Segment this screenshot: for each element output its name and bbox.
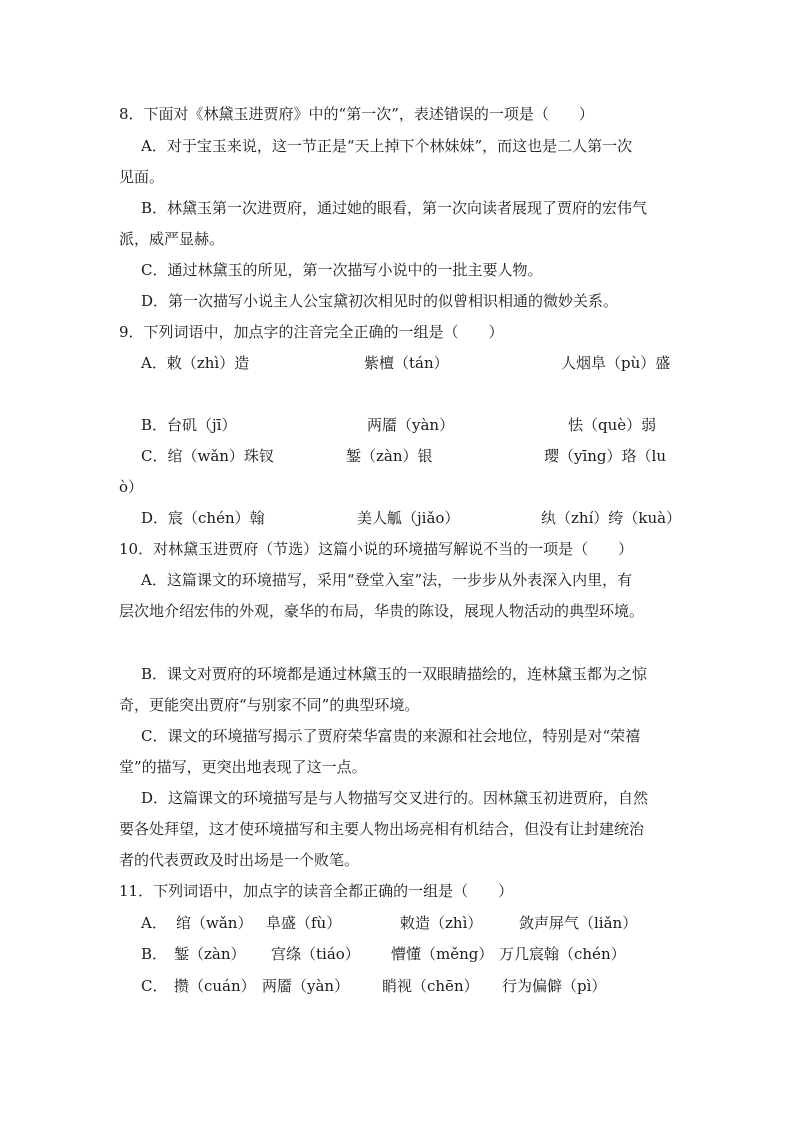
option-item: 懵懂（měng） xyxy=(391,945,494,963)
question-8-option-a: A．对于宝玉来说，这一节正是“天上掉下个林妹妹”，而这也是二人第一次 xyxy=(141,137,633,155)
option-item: A．敕（zhì）造 xyxy=(141,354,250,372)
question-8-option-a-cont: 见面。 xyxy=(119,168,165,186)
question-10-option-a: A．这篇课文的环境描写，采用“登堂入室”法，一步步从外表深入内里，有 xyxy=(141,571,633,589)
option-item: C．绾（wǎn）珠钗 xyxy=(141,447,274,465)
option-item: 美人觚（jiǎo） xyxy=(357,509,460,527)
question-10-option-d-cont: 者的代表贾政及时出场是一个败笔。 xyxy=(119,851,360,869)
question-10-option-b-cont: 奇，更能突出贾府“与别家不同”的典型环境。 xyxy=(119,696,420,714)
question-8-option-c: C．通过林黛玉的所见，第一次描写小说中的一批主要人物。 xyxy=(141,261,543,279)
option-item: 睄视（chēn） xyxy=(382,977,479,995)
option-item: 錾（zàn）银 xyxy=(346,447,433,465)
option-letter: C． xyxy=(141,977,168,995)
option-item: 纨（zhí）绔（kuà） xyxy=(541,509,682,527)
question-10-option-c-cont: 堂”的描写，更突出地表现了这一点。 xyxy=(119,758,367,776)
option-item: 紫檀（tán） xyxy=(364,354,449,372)
option-item: 两靥（yàn） xyxy=(367,416,455,434)
question-8-option-b: B．林黛玉第一次进贾府，通过她的眼看，第一次向读者展现了贾府的宏伟气 xyxy=(141,199,648,217)
option-item: 怯（què）弱 xyxy=(568,416,657,434)
question-8-stem: 8．下面对《林黛玉进贾府》中的“第一次”，表述错误的一项是（ ） xyxy=(119,105,594,123)
option-item: 行为偏僻（pì） xyxy=(502,977,607,995)
question-9-option-c-cont: ò） xyxy=(119,478,144,496)
question-10-option-d: D．这篇课文的环境描写是与人物描写交叉进行的。因林黛玉初进贾府，自然 xyxy=(141,789,649,807)
option-item: 敕造（zhì） xyxy=(400,914,483,932)
option-item: 攒（cuán） xyxy=(174,977,256,995)
option-item: 敛声屏气（liǎn） xyxy=(519,914,638,932)
option-item: 璎（yīng）珞（lu xyxy=(544,447,666,465)
option-item: 万几宸翰（chén） xyxy=(499,945,626,963)
option-item: 阜盛（fù） xyxy=(266,914,342,932)
option-item: B．台矶（jī） xyxy=(141,416,237,434)
option-letter: A． xyxy=(141,914,167,932)
question-10-option-c: C．课文的环境描写揭示了贾府荣华富贵的来源和社会地位，特别是对“荣禧 xyxy=(141,727,641,745)
question-11-stem: 11．下列词语中，加点字的读音全都正确的一组是（ ） xyxy=(119,882,514,900)
question-9-stem: 9．下列词语中，加点字的注音完全正确的一组是（ ） xyxy=(119,323,504,341)
option-letter: B． xyxy=(141,945,168,963)
option-item: 人烟阜（pù）盛 xyxy=(561,354,671,372)
question-10-option-b: B．课文对贾府的环境都是通过林黛玉的一双眼睛描绘的，连林黛玉都为之惊 xyxy=(141,665,648,683)
option-item: 绾（wǎn） xyxy=(176,914,253,932)
option-item: 錾（zàn） xyxy=(174,945,246,963)
option-item: D．宸（chén）翰 xyxy=(141,509,265,527)
option-item: 宫绦（tiáo） xyxy=(271,945,360,963)
question-10-option-d-cont: 要各处拜望，这才使环境描写和主要人物出场亮相有机结合，但没有让封建统治 xyxy=(119,820,645,838)
question-10-stem: 10．对林黛玉进贾府（节选）这篇小说的环境描写解说不当的一项是（ ） xyxy=(119,540,634,558)
question-8-option-b-cont: 派，威严显赫。 xyxy=(119,230,225,248)
question-10-option-a-cont: 层次地介绍宏伟的外观，豪华的布局，华贵的陈设，展现人物活动的典型环境。 xyxy=(119,602,645,620)
option-item: 两靥（yàn） xyxy=(262,977,350,995)
question-8-option-d: D．第一次描写小说主人公宝黛初次相见时的似曾相识相通的微妙关系。 xyxy=(141,292,619,310)
